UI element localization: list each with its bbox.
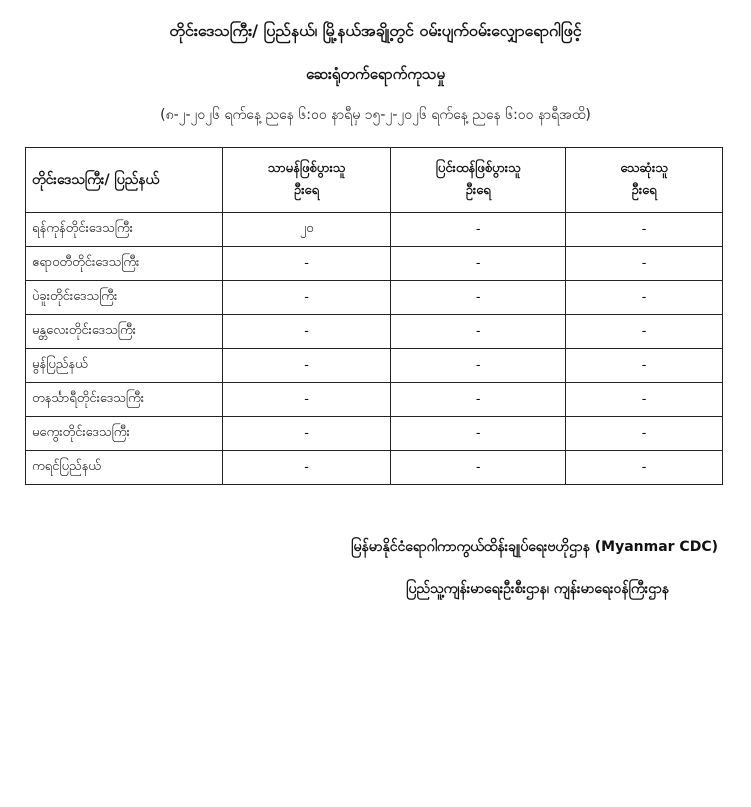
- severe-count-cell: -: [391, 247, 566, 281]
- header-mild-line2: ဦးရေ: [294, 183, 320, 198]
- severe-count-cell: -: [391, 349, 566, 383]
- footer-department: ပြည်သူ့ကျန်းမာရေးဦးစီးဌာန၊ ကျန်းမာရေးဝန်ကြီးဌာန: [406, 581, 669, 597]
- header-severe-line1: ပြင်းထန်ဖြစ်ပွားသူ: [435, 161, 521, 176]
- region-cell: တနင်္သာရီတိုင်းဒေသကြီး: [26, 383, 223, 417]
- severe-count-cell: -: [391, 417, 566, 451]
- table-row: [26, 315, 723, 349]
- statistics-table: [25, 147, 723, 485]
- severe-count-cell: -: [391, 281, 566, 315]
- death-count-cell: -: [566, 281, 723, 315]
- header-mild-cases: [222, 148, 390, 213]
- severe-count-cell: -: [391, 213, 566, 247]
- mild-count-cell: -: [222, 417, 390, 451]
- document-title: တိုင်းဒေသကြီး/ ပြည်နယ်၊ မြို့နယ်အချို့တွင် ဝမ်းပျက်ဝမ်းလျှောရောဂါဖြင့်: [169, 21, 582, 40]
- region-cell: ကရင်ပြည်နယ်: [26, 451, 223, 485]
- header-severe-line2: ဦးရေ: [465, 183, 491, 198]
- mild-count-cell: -: [222, 247, 390, 281]
- region-cell: မကွေးတိုင်းဒေသကြီး: [26, 417, 223, 451]
- header-deaths-line2: ဦးရေ: [631, 183, 657, 198]
- region-cell: ဧရာဝတီတိုင်းဒေသကြီး: [26, 247, 223, 281]
- death-count-cell: -: [566, 213, 723, 247]
- death-count-cell: -: [566, 383, 723, 417]
- table-row: [26, 417, 723, 451]
- severe-count-cell: -: [391, 451, 566, 485]
- header-region: [26, 148, 223, 213]
- region-cell: ပဲခူးတိုင်းဒေသကြီး: [26, 281, 223, 315]
- table-row: [26, 247, 723, 281]
- table-row: [26, 281, 723, 315]
- mild-count-cell: -: [222, 315, 390, 349]
- region-cell: ရန်ကုန်တိုင်းဒေသကြီး: [26, 213, 223, 247]
- death-count-cell: -: [566, 349, 723, 383]
- header-region-label: တိုင်းဒေသကြီး/ ပြည်နယ်: [32, 172, 160, 188]
- header-deaths-line1: သေဆုံးသူ: [620, 161, 668, 176]
- region-cell: မွန်ပြည်နယ်: [26, 349, 223, 383]
- date-range: (၈-၂-၂၀၂၆ ရက်နေ့ ညနေ ၆:၀၀ နာရီမှ ၁၅-၂-၂၀၂၆ ရက်နေ့ ညနေ ၆:၀၀ နာရီအထိ): [160, 107, 591, 123]
- mild-count-cell: -: [222, 451, 390, 485]
- death-count-cell: -: [566, 247, 723, 281]
- document-subtitle: ဆေးရုံတက်ရောက်ကုသမှု: [305, 65, 446, 83]
- table-row: [26, 349, 723, 383]
- mild-count-cell: -: [222, 383, 390, 417]
- severe-count-cell: -: [391, 315, 566, 349]
- table-row: [26, 451, 723, 485]
- mild-count-cell: -: [222, 281, 390, 315]
- header-mild-line1: သာမန်ဖြစ်ပွားသူ: [267, 161, 346, 176]
- footer-organization: မြန်မာနိုင်ငံရောဂါကာကွယ်ထိန်းချုပ်ရေးဗဟိုဌာန (Myanmar CDC): [351, 539, 718, 555]
- header-severe-cases: [391, 148, 566, 213]
- table-header-row: [26, 148, 723, 213]
- table-row: [26, 383, 723, 417]
- region-cell: မန္တလေးတိုင်းဒေသကြီး: [26, 315, 223, 349]
- mild-count-cell: -: [222, 349, 390, 383]
- table-row: [26, 213, 723, 247]
- header-deaths: [566, 148, 723, 213]
- severe-count-cell: -: [391, 383, 566, 417]
- death-count-cell: -: [566, 451, 723, 485]
- mild-count-cell: ၂၀: [222, 213, 390, 247]
- death-count-cell: -: [566, 417, 723, 451]
- death-count-cell: -: [566, 315, 723, 349]
